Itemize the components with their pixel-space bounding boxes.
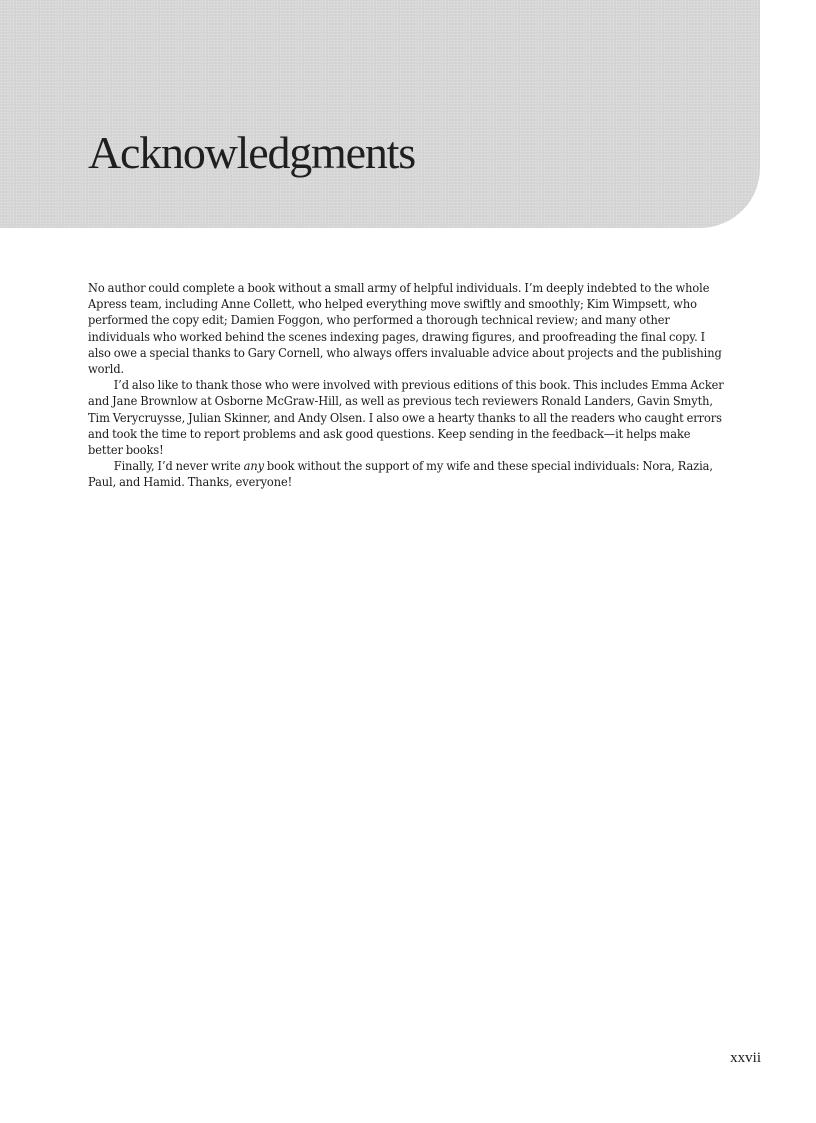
chapter-header-band [0, 0, 760, 228]
paragraph-3 [88, 458, 725, 490]
chapter-title: Acknowledgments [88, 127, 415, 178]
acknowledgments-body [88, 280, 725, 491]
paragraph-3-end: book without the support of my wife and these special individuals: Nora, Razia, Paul, and Hamid. Thanks, everyone! [88, 458, 713, 490]
paragraph-3-emphasis: any [243, 458, 264, 474]
paragraph-2: I’d also like to thank those who were involved with previous editions of this book. This includes Emma Acker and Jane Brownlow at Osborne McGraw-Hill, as well as previous tech reviewers Ronald Landers, Gavin Smyth, Tim Verycruysse, Julian Skinner, and Andy Olsen. I also owe a hearty thanks to all the readers who caught errors and took the time to report problems and ask good questions. Keep sending in the feedback—it helps make better books! [88, 377, 724, 458]
page-number: xxvii [730, 1050, 761, 1066]
paragraph-3-start: Finally, I’d never write [113, 458, 244, 474]
paragraph-1: No author could complete a book without a small army of helpful individuals. I’m deeply indebted to the whole Apress team, including Anne Collett, who helped everything move swiftly and smoothly; Kim Wimpsett, who performed the copy edit; Damien Foggon, who performed a thorough technical review; and many other individuals who worked behind the scenes indexing pages, drawing figures, and proofreading the final copy. I also owe a special thanks to Gary Cornell, who always offers invaluable advice about projects and the publishing world. [88, 280, 722, 377]
